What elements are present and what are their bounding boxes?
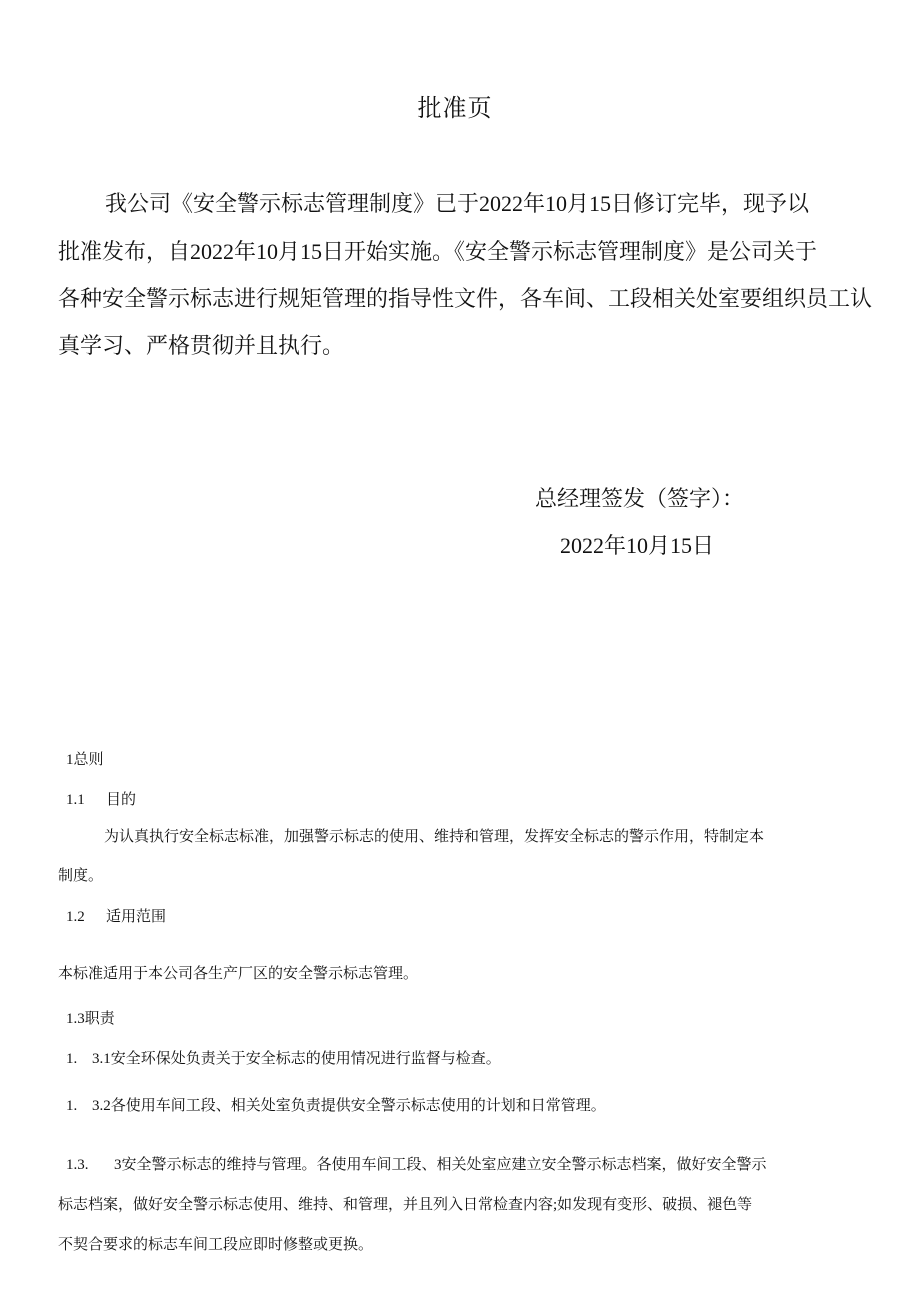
approval-paragraph-line: 批准发布，自2022年10月15日开始实施。《安全警示标志管理制度》是公司关于 (58, 239, 818, 264)
section-1-3-1-number: 1. (66, 1051, 78, 1067)
section-1-3-3-text: 3安全警示标志的维持与管理。各使用车间工段、相关处室应建立安全警示标志档案，做好安全警示 (114, 1157, 767, 1173)
section-1-1-number: 1.1 (66, 792, 85, 808)
section-heading: 1总则 (66, 752, 104, 768)
section-1-3-2-text: 3.2各使用车间工段、相关处室负责提供安全警示标志使用的计划和日常管理。 (92, 1098, 606, 1114)
section-1-1-text: 制度。 (58, 868, 104, 884)
approval-paragraph-line: 各种安全警示标志进行规矩管理的指导性文件，各车间、工段相关处室要组织员工认 (58, 286, 873, 311)
section-1-1-text: 为认真执行安全标志标准，加强警示标志的使用、维持和管理，发挥安全标志的警示作用，特制定本 (104, 829, 765, 845)
section-1-3-3-text: 标志档案，做好安全警示标志使用、维持、和管理，并且列入日常检查内容;如发现有变形、破损、褪色等 (58, 1197, 753, 1213)
section-1-3-1-text: 3.1安全环保处负责关于安全标志的使用情况进行监督与检查。 (92, 1051, 501, 1067)
section-1-3-2-number: 1. (66, 1098, 78, 1114)
section-1-2-number: 1.2 (66, 909, 85, 925)
signature-label: 总经理签发（签字）： (535, 486, 745, 511)
section-1-3-3-text: 不契合要求的标志车间工段应即时修整或更换。 (58, 1237, 374, 1253)
approval-paragraph-line: 我公司《安全警示标志管理制度》已于2022年10月15日修订完毕，现予以 (105, 191, 810, 216)
approval-paragraph-line: 真学习、严格贯彻并且执行。 (58, 333, 345, 358)
section-1-2-text: 本标准适用于本公司各生产厂区的安全警示标志管理。 (58, 966, 419, 982)
approval-title: 批准页 (417, 96, 493, 122)
approval-date: 2022年10月15日 (560, 533, 715, 558)
section-1-3-3-number: 1.3. (66, 1157, 89, 1173)
section-1-1-title: 目的 (106, 792, 137, 808)
section-1-2-title: 适用范围 (106, 909, 167, 925)
section-1-3-title: 1.3职责 (66, 1011, 115, 1027)
